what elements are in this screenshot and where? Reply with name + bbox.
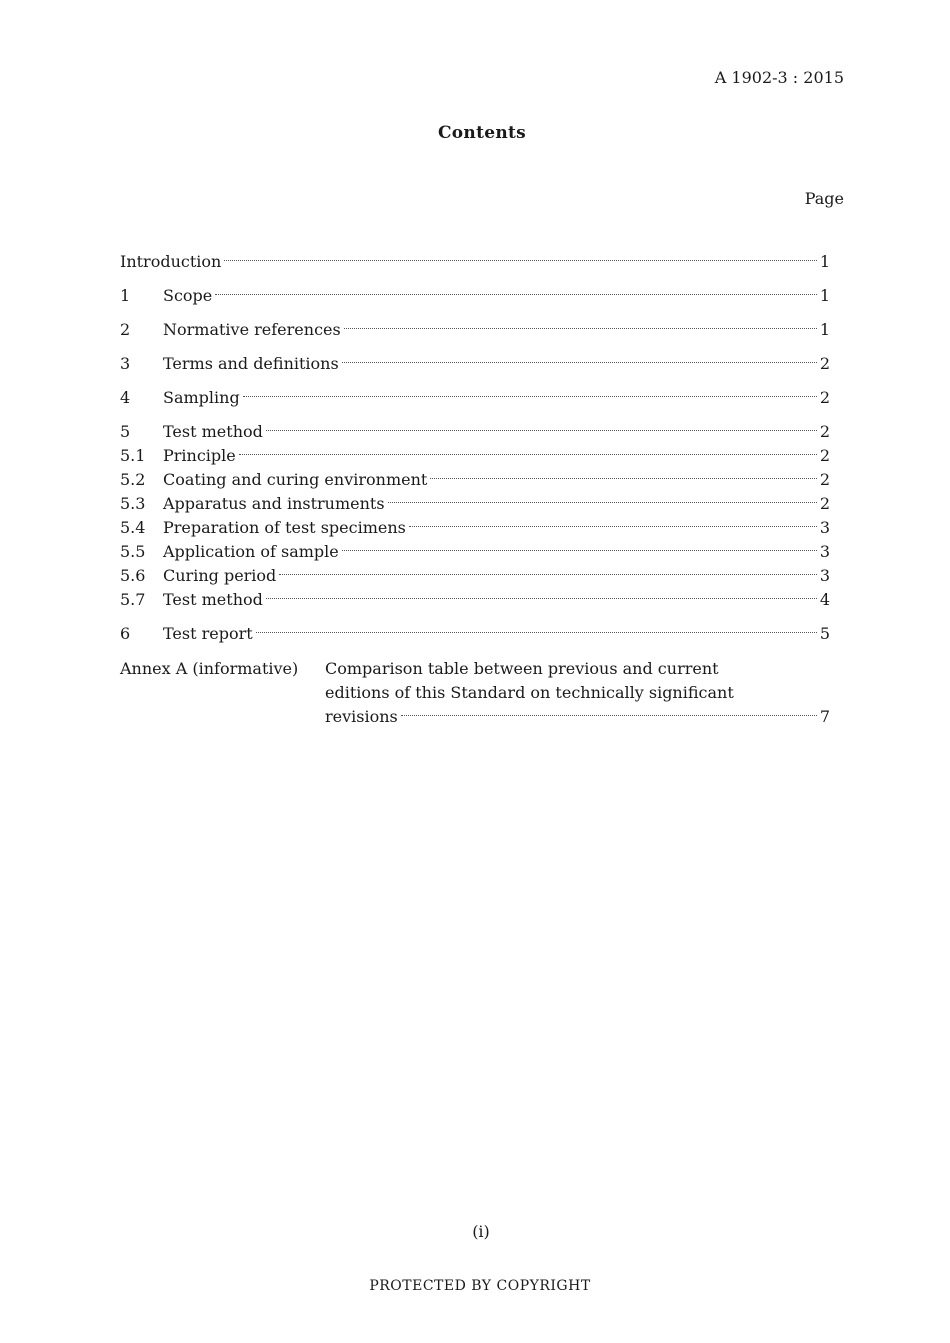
dot-leader bbox=[266, 430, 817, 431]
toc-entry-title: Normative references bbox=[163, 320, 341, 339]
toc-entry-title: Sampling bbox=[163, 388, 240, 407]
dot-leader bbox=[430, 478, 816, 479]
toc-entry-number: 5.5 bbox=[120, 542, 146, 561]
annex-title-line: revisions bbox=[325, 707, 398, 726]
toc-entry-number: 3 bbox=[120, 354, 131, 373]
dot-leader bbox=[342, 362, 817, 363]
toc-entry[interactable] bbox=[120, 444, 830, 468]
page-number: (i) bbox=[472, 1222, 490, 1241]
toc-entry[interactable] bbox=[120, 386, 830, 410]
toc-entry-page: 4 bbox=[819, 590, 830, 609]
toc-entry-number: 5.4 bbox=[120, 518, 146, 537]
toc-entry[interactable] bbox=[120, 352, 830, 376]
toc-entry-number: 5.7 bbox=[120, 590, 146, 609]
dot-leader bbox=[344, 328, 817, 329]
toc-entry-page: 1 bbox=[819, 320, 830, 339]
dot-leader bbox=[401, 715, 817, 716]
toc-entry-page: 2 bbox=[819, 446, 830, 465]
toc-entry-title: Apparatus and instruments bbox=[163, 494, 385, 513]
toc-entry-number: 4 bbox=[120, 388, 131, 407]
contents-title: Contents bbox=[437, 123, 527, 143]
toc-entry-number: 5.1 bbox=[120, 446, 146, 465]
dot-leader bbox=[239, 454, 817, 455]
dot-leader bbox=[224, 260, 816, 261]
dot-leader bbox=[409, 526, 817, 527]
toc-entry-number: 5.6 bbox=[120, 566, 146, 585]
dot-leader bbox=[388, 502, 817, 503]
toc-entry-title: Test report bbox=[163, 624, 253, 643]
toc-entry-number: 2 bbox=[120, 320, 131, 339]
toc-entry-page: 5 bbox=[819, 624, 830, 643]
copyright-notice: PROTECTED BY COPYRIGHT bbox=[369, 1278, 591, 1294]
toc-entry[interactable] bbox=[120, 622, 830, 646]
toc-entry-title: Test method bbox=[163, 422, 263, 441]
toc-entry-title: Coating and curing environment bbox=[163, 470, 428, 489]
toc-entry-title: Curing period bbox=[163, 566, 277, 585]
toc-entry-title: Terms and definitions bbox=[163, 354, 339, 373]
toc-entry[interactable] bbox=[120, 492, 830, 516]
dot-leader bbox=[279, 574, 817, 575]
toc-entry-number: 6 bbox=[120, 624, 131, 643]
toc-entry-page: 2 bbox=[819, 494, 830, 513]
toc-entry[interactable] bbox=[120, 284, 830, 308]
toc-entry-title: Application of sample bbox=[163, 542, 339, 561]
toc-entry[interactable] bbox=[120, 468, 830, 492]
toc-entry[interactable] bbox=[120, 250, 830, 274]
dot-leader bbox=[243, 396, 817, 397]
dot-leader bbox=[342, 550, 817, 551]
dot-leader bbox=[266, 598, 817, 599]
toc-entry[interactable] bbox=[120, 564, 830, 588]
toc-entry[interactable] bbox=[120, 540, 830, 564]
toc-entry-title: Test method bbox=[163, 590, 263, 609]
toc-entry-number: 5 bbox=[120, 422, 131, 441]
toc-entry-page: 3 bbox=[819, 518, 830, 537]
toc-entry-number: 1 bbox=[120, 286, 131, 305]
toc-entry-title: Principle bbox=[163, 446, 236, 465]
page-column-label: Page bbox=[804, 189, 844, 208]
toc-entry[interactable] bbox=[120, 420, 830, 444]
toc-entry-title: Preparation of test specimens bbox=[163, 518, 406, 537]
toc-entry-page: 7 bbox=[819, 707, 830, 726]
toc-entry-page: 3 bbox=[819, 566, 830, 585]
annex-label: Annex A (informative) bbox=[120, 659, 299, 678]
dot-leader bbox=[215, 294, 817, 295]
standard-number: A 1902-3 : 2015 bbox=[714, 68, 844, 87]
toc-entry-page: 2 bbox=[819, 388, 830, 407]
toc-entry-page: 2 bbox=[819, 422, 830, 441]
toc-entry-page: 2 bbox=[819, 354, 830, 373]
annex-title-line: Comparison table between previous and current bbox=[325, 659, 719, 678]
annex-title-line: editions of this Standard on technically significant bbox=[325, 683, 734, 702]
toc-entry[interactable] bbox=[120, 318, 830, 342]
toc-entry-number: 5.3 bbox=[120, 494, 146, 513]
toc-entry-page: 1 bbox=[819, 252, 830, 271]
dot-leader bbox=[256, 632, 817, 633]
toc-entry-title: Scope bbox=[163, 286, 213, 305]
toc-entry-title: Introduction bbox=[120, 252, 222, 271]
toc-entry[interactable] bbox=[120, 588, 830, 612]
toc-entry[interactable] bbox=[120, 516, 830, 540]
toc-entry-page: 1 bbox=[819, 286, 830, 305]
toc-entry-number: 5.2 bbox=[120, 470, 146, 489]
toc-entry-page: 2 bbox=[819, 470, 830, 489]
toc-entry-page: 3 bbox=[819, 542, 830, 561]
